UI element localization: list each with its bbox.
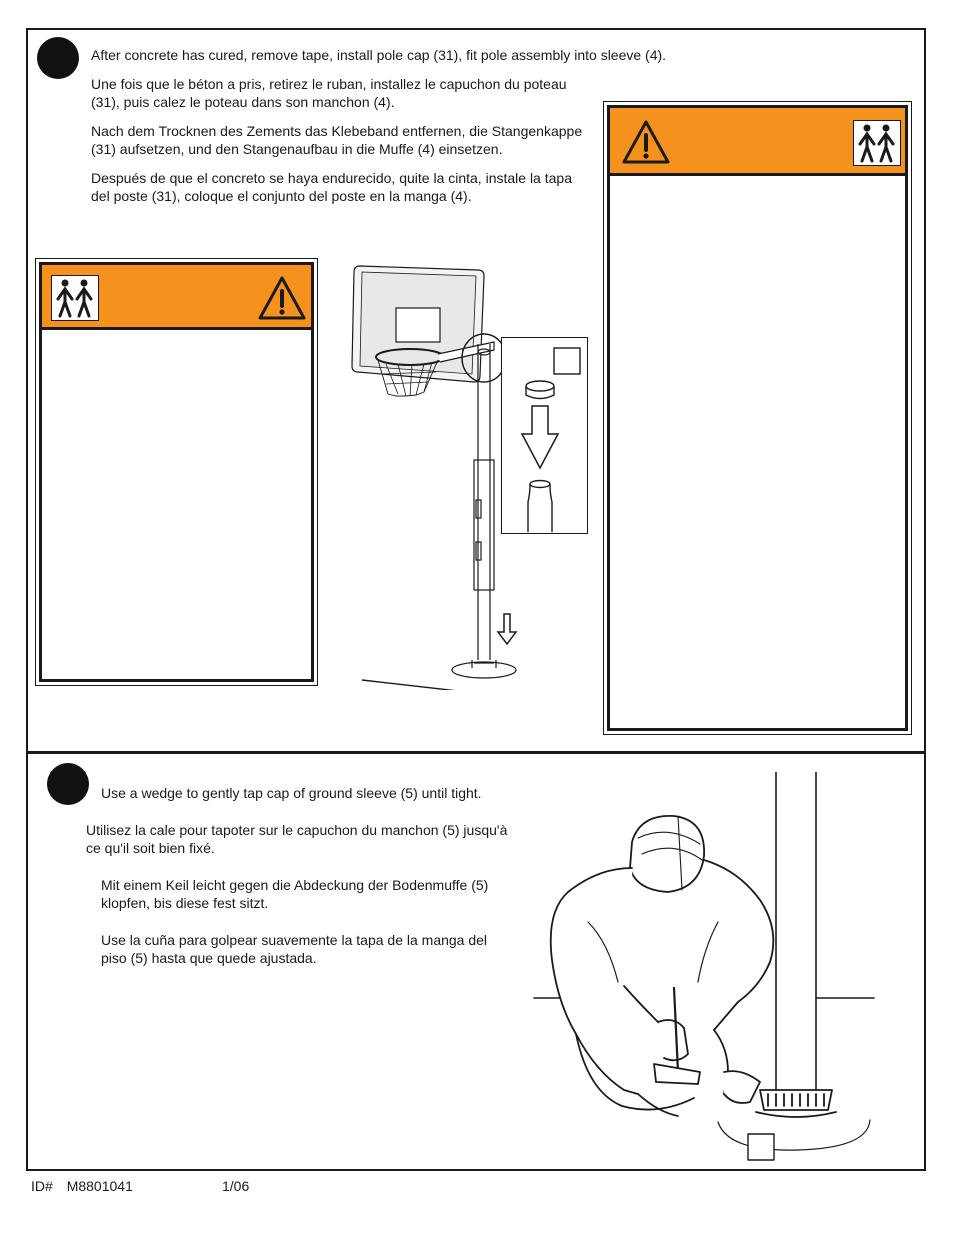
step-1-text-de: Nach dem Trocknen des Zements das Klebeband entfernen, die Stangenkappe (31) aufsetzen, und den Stangenaufbau in die Muffe (4) einsetzen. xyxy=(91,123,583,157)
document-date: 1/06 xyxy=(222,1178,250,1194)
warning-box-left xyxy=(35,258,318,686)
warning-header-left xyxy=(42,265,311,330)
step-1-panel xyxy=(26,28,926,753)
two-people-icon xyxy=(853,120,901,166)
step-2-text-fr: Utilisez la cale pour tapoter sur le capuchon du manchon (5) jusqu'à ce qu'il soit bien fixé. xyxy=(86,822,508,856)
document-id-value: M8801041 xyxy=(66,1178,133,1194)
step-1-text-es: Después de que el concreto se haya endurecido, quite la cinta, instale la tapa del poste (31), coloque el conjunto del poste en la manga (4). xyxy=(91,170,572,204)
step-2-panel xyxy=(26,752,926,1171)
document-id xyxy=(31,1178,133,1194)
step-1-marker xyxy=(37,37,79,79)
step-1-instructions xyxy=(91,46,667,216)
document-id-label: ID# xyxy=(31,1178,53,1194)
warning-header-right xyxy=(610,108,905,176)
warning-triangle-icon xyxy=(620,118,672,166)
step-2-text-es: Use la cuña para golpear suavemente la tapa de la manga del piso (5) hasta que quede ajustada. xyxy=(101,932,488,966)
step-1-text-en: After concrete has cured, remove tape, install pole cap (31), fit pole assembly into sleeve (4). xyxy=(91,47,667,63)
step-2-text-en: Use a wedge to gently tap cap of ground sleeve (5) until tight. xyxy=(101,785,482,801)
worker-tapping-sleeve-illustration xyxy=(528,772,878,1167)
step-1-text-fr: Une fois que le béton a pris, retirez le ruban, installez le capuchon du poteau (31), puis calez le poteau dans son manchon (4). xyxy=(91,76,567,110)
step-2-instructions xyxy=(86,784,526,986)
pole-cap-detail-callout xyxy=(501,337,588,534)
step-2-marker xyxy=(47,763,89,805)
warning-triangle-icon xyxy=(256,274,308,322)
step-2-text-de: Mit einem Keil leicht gegen die Abdeckung der Bodenmuffe (5) klopfen, bis diese fest sitzt. xyxy=(101,877,489,911)
warning-box-right xyxy=(603,101,912,735)
two-people-icon xyxy=(51,275,99,321)
